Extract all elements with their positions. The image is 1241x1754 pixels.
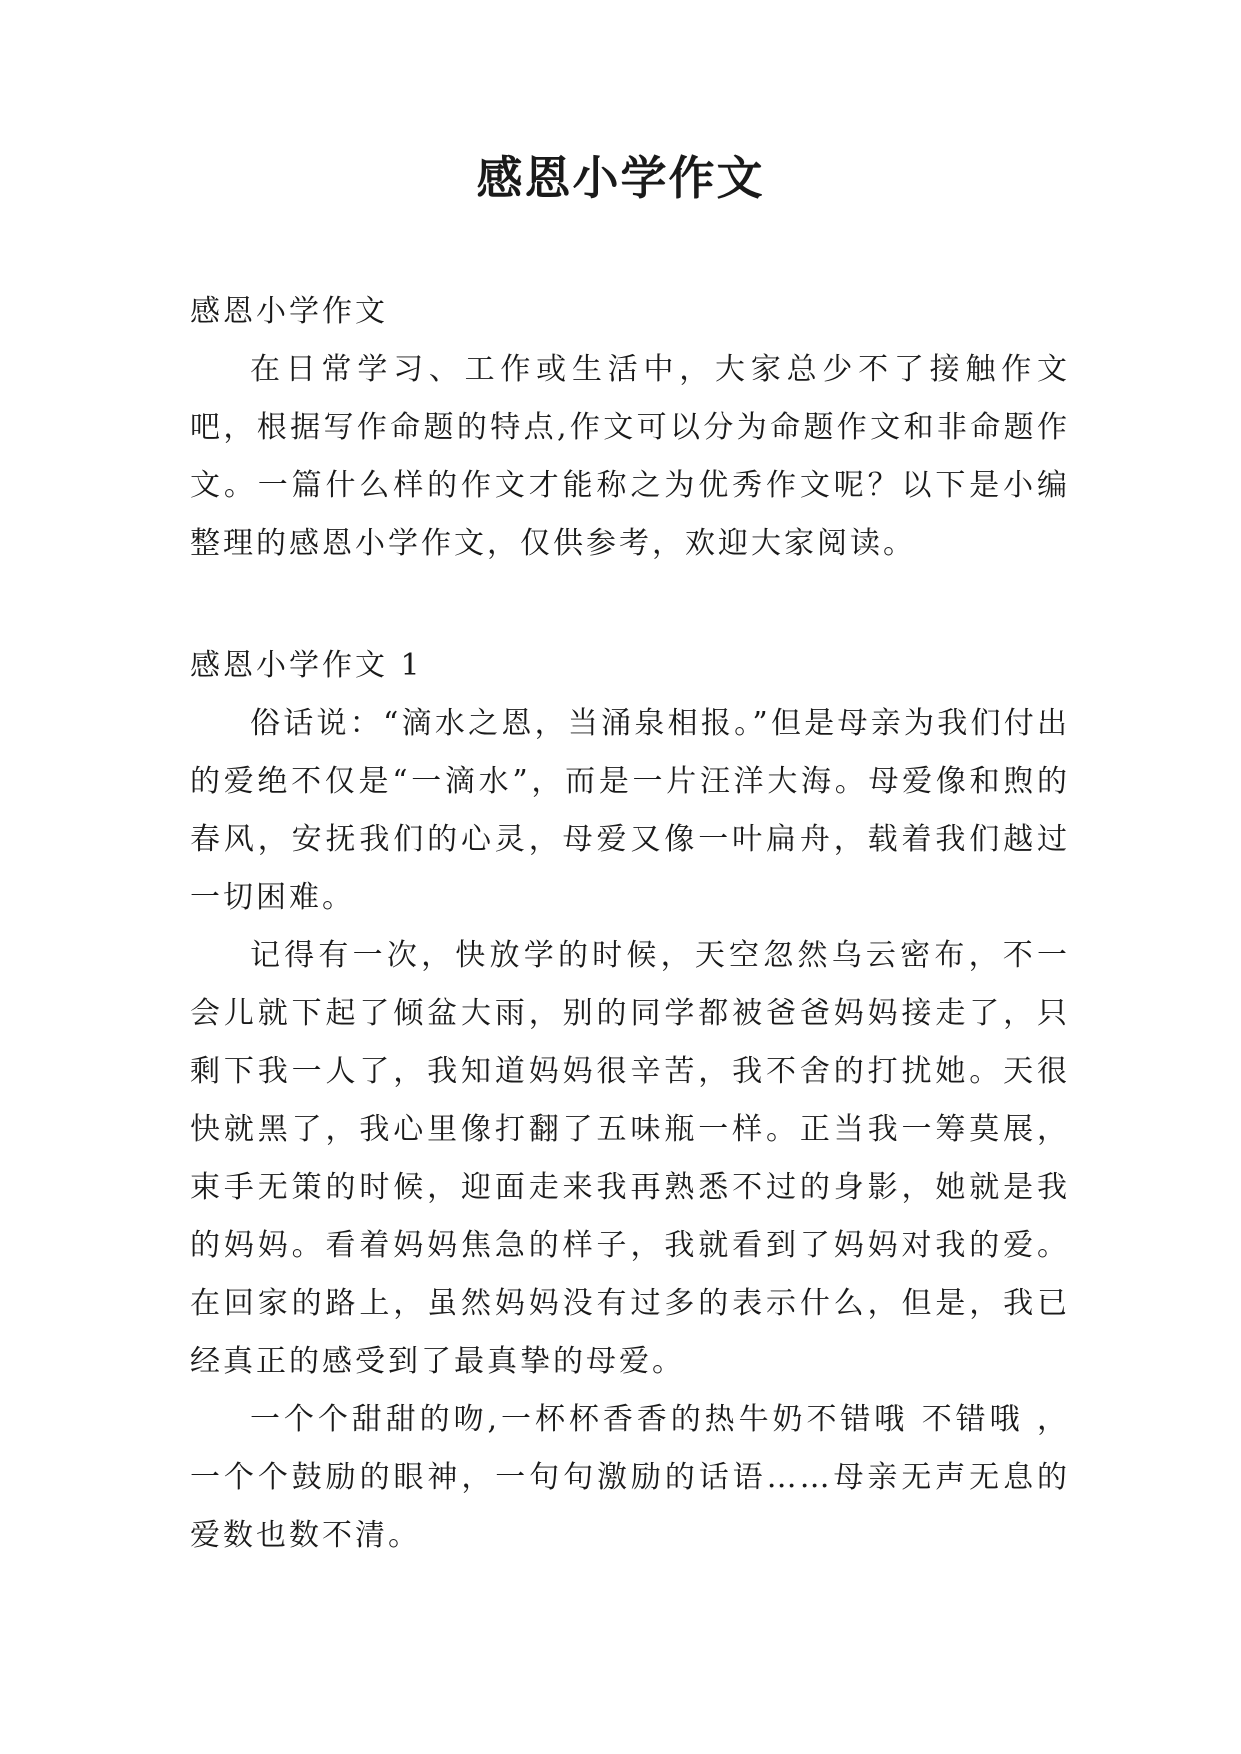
document-body [190, 283, 1070, 1565]
section-spacer [190, 573, 1070, 637]
section1-paragraph-2: 记得有一次，快放学的时候，天空忽然乌云密布，不一会儿就下起了倾盆大雨，别的同学都被爸爸妈妈接走了，只剩下我一人了，我知道妈妈很辛苦，我不舍的打扰她。天很快就黑了，我心里像打翻了五味瓶一样。正当我一筹莫展，束手无策的时候，迎面走来我再熟悉不过的身影，她就是我的妈妈。看着妈妈焦急的样子，我就看到了妈妈对我的爱。在回家的路上，虽然妈妈没有过多的表示什么，但是，我已经真正的感受到了最真挚的母爱。 [190, 938, 1070, 1379]
section1-paragraph-1: 俗话说：“滴水之恩，当涌泉相报。”但是母亲为我们付出的爱绝不仅是“一滴水”，而是一片汪洋大海。母爱像和煦的春风，安抚我们的心灵，母爱又像一叶扁舟，载着我们越过一切困难。 [190, 706, 1070, 915]
section1-heading: 感恩小学作文 1 [190, 648, 423, 683]
document-title: 感恩小学作文 [476, 151, 765, 205]
intro-heading: 感恩小学作文 [190, 294, 388, 329]
section1-paragraph-3: 一个个甜甜的吻,一杯杯香香的热牛奶不错哦 不错哦 ，一个个鼓励的眼神，一句句激励的话语……母亲无声无息的爱数也数不清。 [190, 1402, 1070, 1553]
intro-paragraph: 在日常学习、工作或生活中，大家总少不了接触作文吧，根据写作命题的特点,作文可以分为命题作文和非命题作文。一篇什么样的作文才能称之为优秀作文呢？以下是小编整理的感恩小学作文，仅供参考，欢迎大家阅读。 [190, 352, 1070, 561]
